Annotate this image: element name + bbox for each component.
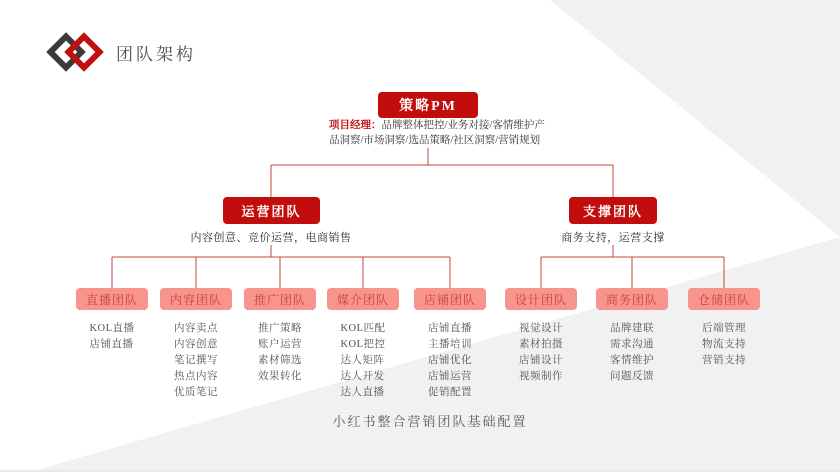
team-box-design: 设计团队 (505, 288, 577, 310)
list-item: KOL把控 (340, 339, 386, 350)
team-list-media (340, 321, 385, 401)
list-item: 达人开发 (340, 371, 385, 382)
list-item: 客情维护 (610, 355, 654, 366)
list-item: 账户运营 (258, 339, 302, 350)
team-list-promotion (258, 321, 302, 385)
pm-role-description (329, 119, 548, 148)
list-item: 店铺直播 (89, 339, 134, 350)
team-box-store: 店铺团队 (414, 288, 486, 310)
support-team-caption: 商务支持，运营支撑 (561, 232, 665, 244)
list-item: 视频制作 (519, 371, 563, 382)
team-list-content (174, 321, 218, 401)
list-item: 内容卖点 (174, 323, 218, 334)
org-node-support-team: 支撑团队 (569, 197, 657, 224)
list-item: 笔记撰写 (174, 355, 218, 366)
operations-team-caption: 内容创意、竞价运营，电商销售 (190, 232, 352, 244)
list-item: 品牌建联 (610, 323, 654, 334)
logo (46, 30, 206, 74)
team-list-store (428, 321, 472, 401)
list-item: KOL匹配 (340, 323, 386, 334)
list-item: 达人矩阵 (340, 355, 385, 366)
org-node-operations-team: 运营团队 (223, 197, 320, 224)
list-item: 店铺设计 (519, 355, 563, 366)
org-node-strategy-pm: 策略PM (378, 92, 478, 118)
list-item: 物流支持 (702, 339, 746, 350)
list-item: 达人直播 (340, 387, 385, 398)
team-list-design (519, 321, 563, 385)
pm-role-text: 品牌整体把控/业务对接/客情维护产品洞察/市场洞察/选品策略/社区洞察/营销规划 (329, 120, 545, 146)
list-item: 推广策略 (258, 323, 302, 334)
list-item: 内容创意 (174, 339, 218, 350)
team-list-business (610, 321, 654, 385)
team-list-live (89, 321, 134, 353)
list-item: 需求沟通 (610, 339, 654, 350)
list-item: 素材筛选 (258, 355, 302, 366)
team-box-promotion: 推广团队 (244, 288, 316, 310)
team-box-warehouse: 仓储团队 (688, 288, 760, 310)
list-item: 问题反馈 (610, 371, 654, 382)
team-list-warehouse (702, 321, 746, 369)
slide-caption: 小红书整合营销团队基础配置 (332, 414, 528, 429)
list-item: 优质笔记 (174, 387, 218, 398)
list-item: 店铺优化 (428, 355, 472, 366)
list-item: 热点内容 (174, 371, 218, 382)
list-item: 后端管理 (702, 323, 746, 334)
list-item: 主播培训 (428, 339, 472, 350)
list-item: 店铺运营 (428, 371, 472, 382)
team-box-business: 商务团队 (596, 288, 668, 310)
list-item: 促销配置 (428, 387, 472, 398)
list-item: KOL直播 (89, 323, 135, 334)
team-box-live: 直播团队 (76, 288, 148, 310)
pm-role-prefix: 项目经理： (329, 120, 382, 131)
team-box-content: 内容团队 (160, 288, 232, 310)
list-item: 营销支持 (702, 355, 746, 366)
list-item: 素材拍摄 (519, 339, 563, 350)
list-item: 店铺直播 (428, 323, 472, 334)
list-item: 视觉设计 (519, 323, 563, 334)
list-item: 效果转化 (258, 371, 302, 382)
page-title: 团队架构 (116, 45, 196, 64)
team-box-media: 媒介团队 (327, 288, 399, 310)
